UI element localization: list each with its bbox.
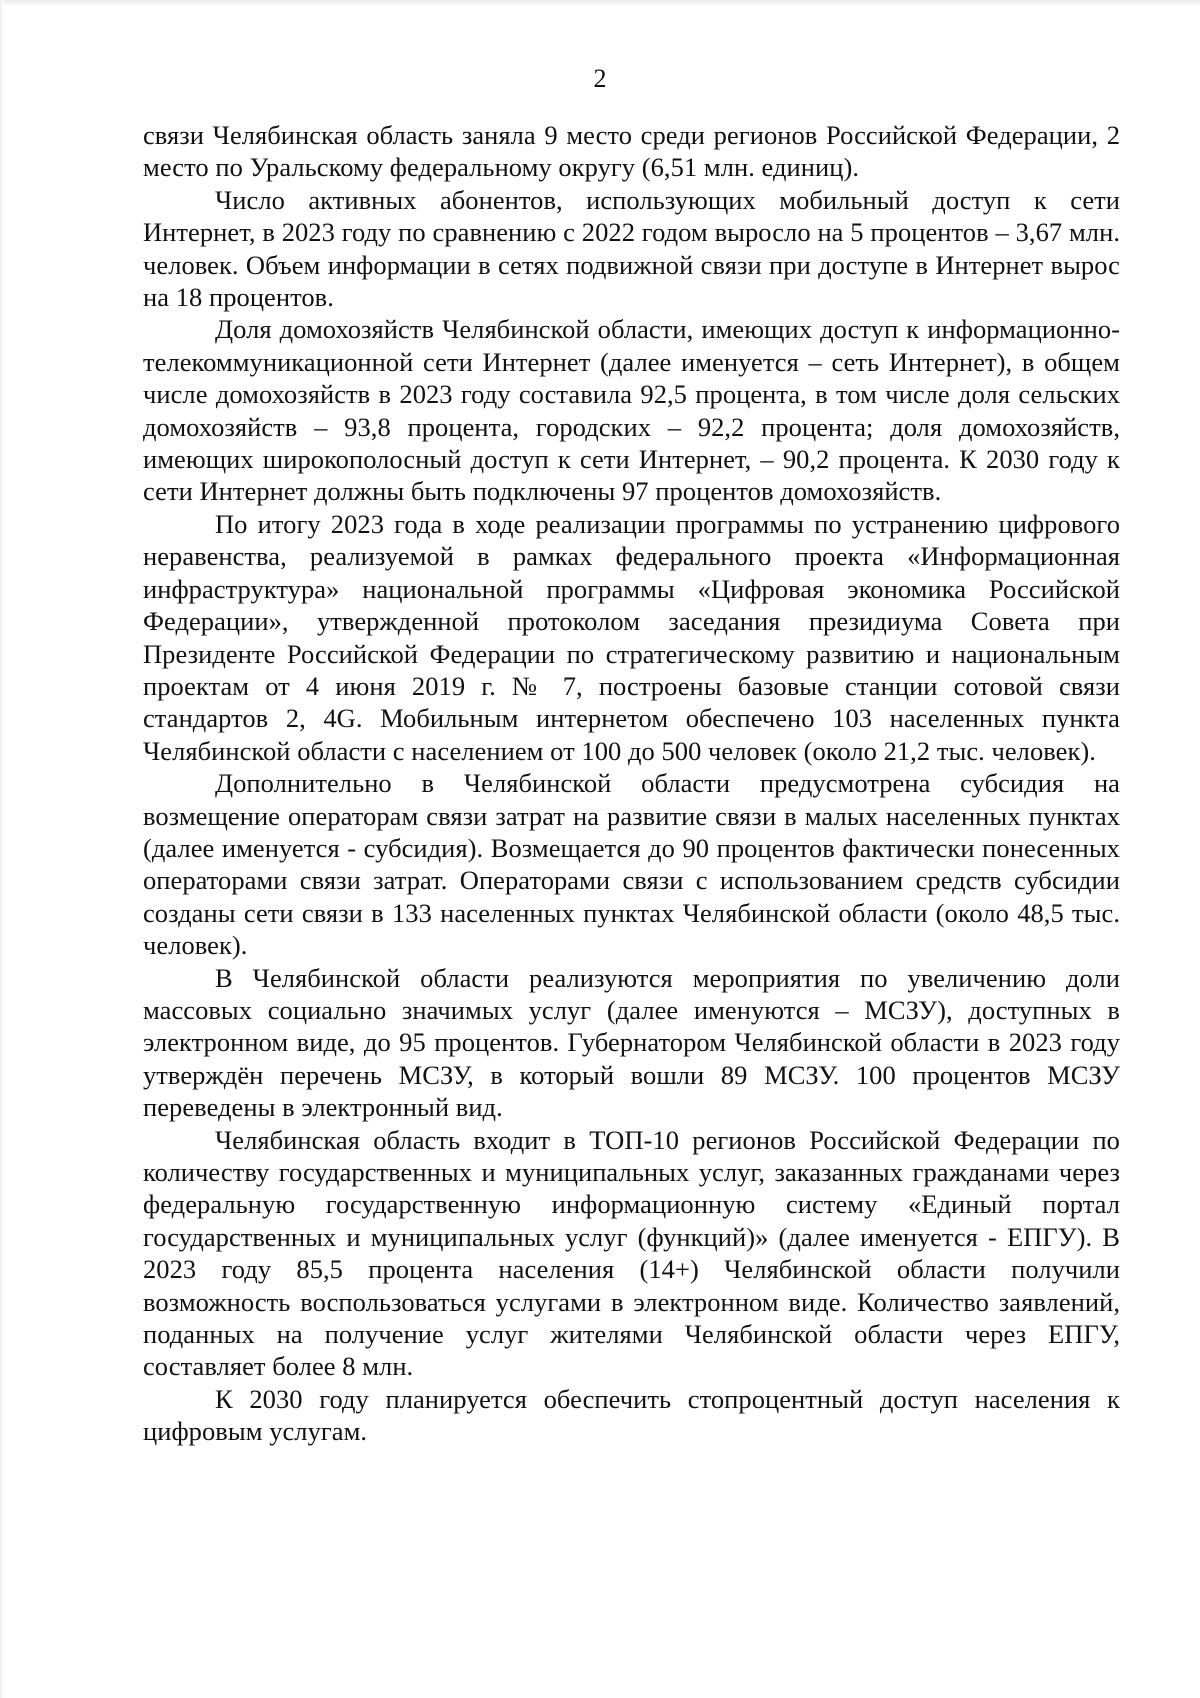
paragraph-7: Челябинская область входит в ТОП-10 регионов Российской Федерации по количеству государственных и муниципальных услуг, заказанных гражданами через федеральную государственную информационную систему «Единый портал государственных и муниципальных услуг (функций)» (далее именуется - ЕПГУ). В 2023 году 85,5 процента населения (14+) Челябинской области получили возможность воспользоваться услугами в электронном виде. Количество заявлений, поданных на получение услуг жителями Челябинской области через ЕПГУ, составляет более 8 млн. [143, 1124, 1120, 1382]
paragraph-1: связи Челябинская область заняла 9 место среди регионов Российской Федерации, 2 место по Уральскому федеральному округу (6,51 млн. единиц). [143, 120, 1120, 183]
scan-edge-left [0, 0, 4, 1698]
page-number: 2 [593, 64, 607, 93]
paragraph-3: Доля домохозяйств Челябинской области, имеющих доступ к информационно-телекоммуникационной сети Интернет (далее именуется – сеть Интернет), в общем числе домохозяйств в 2023 году составила 92,5 процента, в том числе доля сельских домохозяйств – 93,8 процента, городских – 92,2 процента; доля домохозяйств, имеющих широкополосный доступ к сети Интернет, – 90,2 процента. К 2030 году к сети Интернет должны быть подключены 97 процентов домохозяйств. [143, 314, 1120, 507]
document-body [143, 119, 1120, 1448]
paragraph-5: Дополнительно в Челябинской области предусмотрена субсидия на возмещение операторам связи затрат на развитие связи в малых населенных пунктах (далее именуется - субсидия). Возмещается до 90 процентов фактически понесенных операторами связи затрат. Операторами связи с использованием средств субсидии созданы сети связи в 133 населенных пунктах Челябинской области (около 48,5 тыс. человек). [143, 768, 1120, 961]
paragraph-8: К 2030 году планируется обеспечить стопроцентный доступ населения к цифровым услугам. [143, 1383, 1120, 1447]
paragraph-2: Число активных абонентов, использующих мобильный доступ к сети Интернет, в 2023 году по сравнению с 2022 годом выросло на 5 процентов – 3,67 млн. человек. Объем информации в сетях подвижной связи при доступе в Интернет вырос на 18 процентов. [143, 184, 1120, 313]
paragraph-6: В Челябинской области реализуются мероприятия по увеличению доли массовых социально значимых услуг (далее именуются – МСЗУ), доступных в электронном виде, до 95 процентов. Губернатором Челябинской области в 2023 году утверждён перечень МСЗУ, в который вошли 89 МСЗУ. 100 процентов МСЗУ переведены в электронный вид. [143, 962, 1120, 1123]
paragraph-4: По итогу 2023 года в ходе реализации программы по устранению цифрового неравенства, реализуемой в рамках федерального проекта «Информационная инфраструктура» национальной программы «Цифровая экономика Российской Федерации», утвержденной протоколом заседания президиума Совета при Президенте Российской Федерации по стратегическому развитию и национальным проектам от 4 июня 2019 г. № 7, построены базовые станции сотовой связи стандартов 2, 4G. Мобильным интернетом обеспечено 103 населенных пункта Челябинской области с населением от 100 до 500 человек (около 21,2 тыс. человек). [143, 508, 1120, 766]
scan-edge-top [0, 0, 1200, 6]
